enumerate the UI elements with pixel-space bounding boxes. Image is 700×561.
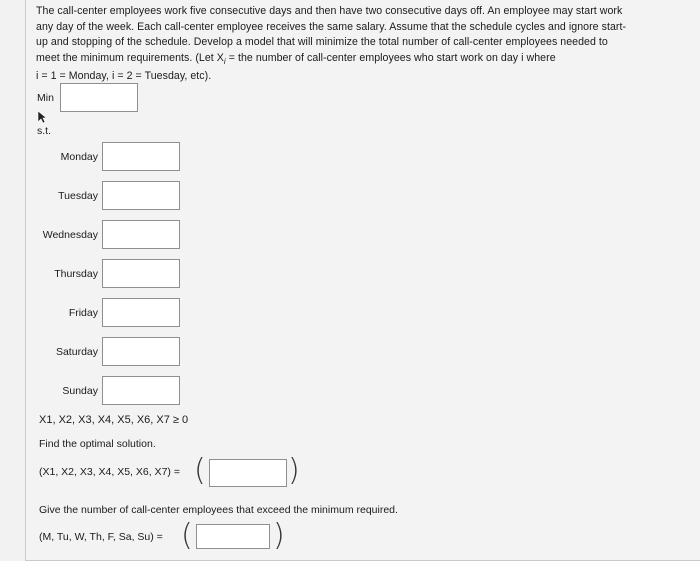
optimal-prompt: Find the optimal solution. (39, 438, 156, 450)
problem-line-5: i = 1 = Monday, i = 2 = Tuesday, etc). (36, 70, 212, 83)
right-paren: ) (288, 453, 300, 488)
constraint-label-friday: Friday (68, 307, 98, 319)
exceed-vars-label: (M, Tu, W, Th, F, Sa, Su) = (39, 531, 163, 543)
cursor-arrow-icon (37, 110, 47, 124)
optimal-solution-input[interactable] (209, 459, 287, 487)
constraint-input-thursday[interactable] (102, 259, 180, 288)
problem-line-4b: = the number of call-center employees who start work on day i where (225, 51, 556, 64)
constraint-label-tuesday: Tuesday (58, 190, 98, 202)
problem-statement (36, 4, 688, 85)
nonnegativity-constraint: X1, X2, X3, X4, X5, X6, X7 ≥ 0 (39, 414, 189, 426)
constraint-label-saturday: Saturday (55, 346, 98, 358)
constraint-label-monday: Monday (60, 151, 98, 163)
problem-line-4a: meet the minimum requirements. (Let X (36, 51, 224, 64)
problem-line-3: up and stopping of the schedule. Develop a model that will minimize the total number of call-center employees needed to (36, 36, 608, 48)
constraint-input-friday[interactable] (102, 298, 180, 327)
constraint-input-tuesday[interactable] (102, 181, 180, 210)
constraint-label-wednesday: Wednesday (42, 229, 98, 241)
problem-line-1: The call-center employees work five consecutive days and then have two consecutive days off. An employee may start work (36, 5, 623, 17)
exceed-input[interactable] (196, 524, 270, 549)
objective-input[interactable] (60, 83, 138, 112)
subscript-i: i (223, 56, 226, 66)
st-label: s.t. (37, 125, 52, 137)
exceed-prompt: Give the number of call-center employees that exceed the minimum required. (39, 504, 398, 516)
left-paren: ( (181, 518, 193, 553)
constraint-label-sunday: Sunday (62, 385, 98, 397)
constraint-label-thursday: Thursday (54, 268, 98, 280)
constraint-input-monday[interactable] (102, 142, 180, 171)
min-label: Min (37, 92, 54, 104)
constraint-input-wednesday[interactable] (102, 220, 180, 249)
right-paren: ) (273, 518, 285, 553)
constraint-input-sunday[interactable] (102, 376, 180, 405)
constraint-input-saturday[interactable] (102, 337, 180, 366)
left-paren: ( (194, 453, 206, 488)
problem-line-2: any day of the week. Each call-center employee receives the same salary. Assume that the schedule cycles and ignore start- (36, 20, 627, 33)
problem-line-4 (36, 51, 688, 70)
optimal-vars-label: (X1, X2, X3, X4, X5, X6, X7) = (39, 466, 180, 478)
